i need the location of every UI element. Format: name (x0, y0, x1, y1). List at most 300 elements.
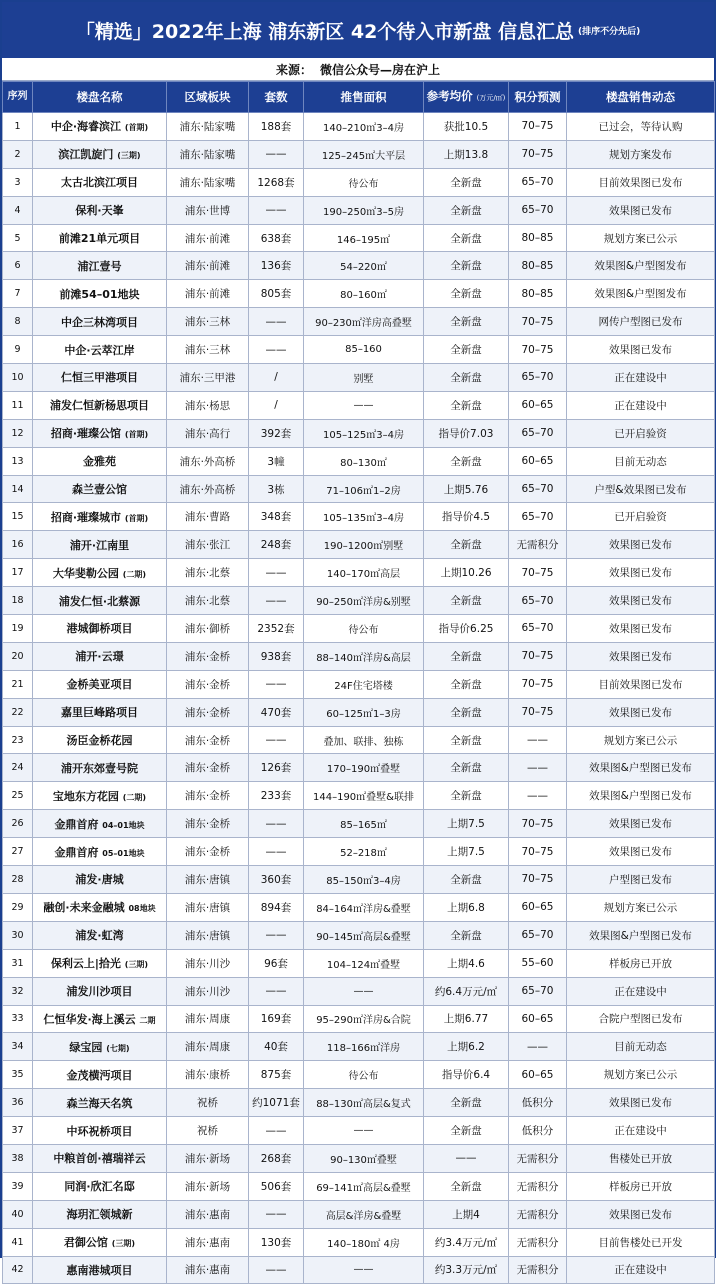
cell-area: 90–130㎡叠墅 (304, 1144, 424, 1172)
project-name: 中企·海睿滨江 (50, 120, 122, 134)
cell-seq: 36 (3, 1089, 33, 1117)
cell-points: 60–65 (509, 1005, 567, 1033)
table-row (3, 503, 715, 531)
project-name: 金鼎首府 (54, 845, 99, 859)
table-row (3, 1200, 715, 1228)
cell-name (33, 1200, 167, 1228)
cell-seq: 7 (3, 280, 33, 308)
cell-price: 指导价7.03 (424, 419, 509, 447)
cell-seq: 3 (3, 168, 33, 196)
project-name: 中企·云萃江岸 (64, 343, 135, 357)
cell-status: 样板房已开放 (567, 1172, 715, 1200)
cell-area: —— (304, 1256, 424, 1284)
cell-price: 全新盘 (424, 921, 509, 949)
cell-units: 360套 (249, 866, 304, 894)
cell-status: 效果图已发布 (567, 531, 715, 559)
project-name: 大华斐勒公园 (52, 566, 119, 580)
cell-points: 80–85 (509, 280, 567, 308)
header-region: 区域板块 (167, 82, 249, 113)
table-row (3, 140, 715, 168)
cell-seq: 28 (3, 866, 33, 894)
cell-price: 全新盘 (424, 447, 509, 475)
cell-points: 60–65 (509, 893, 567, 921)
header-price (424, 82, 509, 113)
cell-points: —— (509, 782, 567, 810)
cell-area: 88–140㎡洋房&高层 (304, 642, 424, 670)
cell-price: 上期6.77 (424, 1005, 509, 1033)
cell-units: 875套 (249, 1061, 304, 1089)
project-name: 融创·未来金融城 (43, 901, 125, 915)
cell-region: 浦东·外高桥 (167, 447, 249, 475)
cell-name (33, 810, 167, 838)
cell-points: 65–70 (509, 364, 567, 392)
cell-region: 浦东·御桥 (167, 615, 249, 643)
cell-name (33, 364, 167, 392)
cell-status: 规划方案发布 (567, 140, 715, 168)
cell-area: —— (304, 1117, 424, 1145)
cell-price: 指导价4.5 (424, 503, 509, 531)
cell-units: 938套 (249, 642, 304, 670)
project-name: 汤臣金桥花园 (66, 734, 133, 748)
cell-points: 65–70 (509, 475, 567, 503)
cell-price: 全新盘 (424, 336, 509, 364)
cell-name (33, 698, 167, 726)
cell-units: 2352套 (249, 615, 304, 643)
cell-area: 84–164㎡洋房&叠墅 (304, 893, 424, 921)
project-phase: 二期 (139, 1015, 156, 1025)
cell-units: —— (249, 977, 304, 1005)
cell-region: 浦东·北蔡 (167, 559, 249, 587)
table-row (3, 977, 715, 1005)
table-row (3, 113, 715, 141)
table-row (3, 866, 715, 894)
project-name: 浦发川沙项目 (66, 985, 133, 999)
cell-region: 浦东·新场 (167, 1172, 249, 1200)
project-phase: 04–01地块 (102, 820, 145, 830)
cell-price: 全新盘 (424, 531, 509, 559)
cell-name (33, 252, 167, 280)
cell-name (33, 113, 167, 141)
project-name: 绿宝园 (69, 1040, 103, 1054)
cell-status: 网传户型图已发布 (567, 308, 715, 336)
project-name: 中企三林湾项目 (61, 315, 138, 329)
table-row (3, 587, 715, 615)
cell-area: 190–1200㎡别墅 (304, 531, 424, 559)
cell-points: 70–75 (509, 810, 567, 838)
table-body (3, 113, 715, 1284)
cell-region: 浦东·金桥 (167, 698, 249, 726)
cell-name (33, 196, 167, 224)
cell-name (33, 475, 167, 503)
cell-units: / (249, 391, 304, 419)
cell-region: 浦东·惠南 (167, 1228, 249, 1256)
cell-region: 浦东·唐镇 (167, 921, 249, 949)
title-bar (2, 2, 714, 58)
source-label: 来源： (275, 62, 312, 77)
cell-seq: 33 (3, 1005, 33, 1033)
project-name: 前滩21单元项目 (58, 232, 141, 245)
cell-status: 户型图已发布 (567, 866, 715, 894)
cell-region: 浦东·世博 (167, 196, 249, 224)
cell-area: —— (304, 977, 424, 1005)
table-row (3, 280, 715, 308)
table-row (3, 782, 715, 810)
project-name: 仁恒三甲港项目 (61, 371, 138, 385)
cell-area: 80–160㎡ (304, 280, 424, 308)
project-name: 同润·欣汇名邸 (64, 1180, 135, 1194)
cell-region: 浦东·陆家嘴 (167, 168, 249, 196)
cell-status: 规划方案已公示 (567, 224, 715, 252)
cell-region: 浦东·惠南 (167, 1200, 249, 1228)
cell-status: 效果图已发布 (567, 642, 715, 670)
cell-area: 88–130㎡高层&复式 (304, 1089, 424, 1117)
header-price-label: 参考均价 (426, 89, 473, 103)
cell-area: 叠加、联排、独栋 (304, 726, 424, 754)
cell-units: —— (249, 587, 304, 615)
cell-seq: 22 (3, 698, 33, 726)
cell-price: 全新盘 (424, 726, 509, 754)
header-status: 楼盘销售动态 (567, 82, 715, 113)
project-phase: (首期) (124, 123, 149, 133)
cell-status: 售楼处已开放 (567, 1144, 715, 1172)
table-row (3, 1172, 715, 1200)
cell-name (33, 308, 167, 336)
cell-seq: 16 (3, 531, 33, 559)
cell-region: 浦东·前滩 (167, 252, 249, 280)
project-name: 滨江凯旋门 (58, 148, 114, 162)
cell-points: 65–70 (509, 196, 567, 224)
cell-status: 规划方案已公示 (567, 1061, 715, 1089)
project-name: 金茂横沔项目 (66, 1068, 133, 1082)
source-value: 微信公众号—房在沪上 (320, 62, 441, 77)
cell-area: 待公布 (304, 168, 424, 196)
cell-region: 浦东·北蔡 (167, 587, 249, 615)
cell-price: 约3.3万元/㎡ (424, 1256, 509, 1284)
cell-status: 样板房已开放 (567, 949, 715, 977)
cell-points: —— (509, 1033, 567, 1061)
cell-points: 60–65 (509, 447, 567, 475)
cell-status: 效果图&户型图已发布 (567, 782, 715, 810)
cell-points: 65–70 (509, 977, 567, 1005)
cell-status: 正在建设中 (567, 391, 715, 419)
cell-seq: 12 (3, 419, 33, 447)
cell-region: 浦东·三林 (167, 336, 249, 364)
table-row (3, 364, 715, 392)
cell-points: 70–75 (509, 113, 567, 141)
cell-name (33, 224, 167, 252)
project-name: 金桥美亚项目 (66, 678, 133, 692)
cell-units: 233套 (249, 782, 304, 810)
cell-points: 65–70 (509, 615, 567, 643)
cell-name (33, 1117, 167, 1145)
header-area: 推售面积 (304, 82, 424, 113)
cell-price: 上期4.6 (424, 949, 509, 977)
cell-name (33, 1172, 167, 1200)
project-name: 太古北滨江项目 (61, 176, 138, 190)
cell-status: 合院户型图已发布 (567, 1005, 715, 1033)
project-name: 浦开·江南里 (69, 538, 130, 552)
cell-price: 上期7.5 (424, 838, 509, 866)
cell-region: 浦东·金桥 (167, 642, 249, 670)
cell-points: —— (509, 726, 567, 754)
cell-status: 正在建设中 (567, 1256, 715, 1284)
cell-status: 效果图已发布 (567, 698, 715, 726)
cell-units: 638套 (249, 224, 304, 252)
table-row (3, 1117, 715, 1145)
table-row (3, 1005, 715, 1033)
cell-points: 无需积分 (509, 1256, 567, 1284)
cell-price: 全新盘 (424, 670, 509, 698)
cell-price: 全新盘 (424, 364, 509, 392)
cell-points: 无需积分 (509, 1200, 567, 1228)
cell-points: 无需积分 (509, 1228, 567, 1256)
table-row (3, 838, 715, 866)
cell-seq: 19 (3, 615, 33, 643)
cell-seq: 25 (3, 782, 33, 810)
listing-table (2, 81, 715, 1284)
project-name: 金鼎首府 (54, 817, 99, 831)
cell-name (33, 1005, 167, 1033)
cell-name (33, 336, 167, 364)
table-row (3, 1033, 715, 1061)
cell-points: 70–75 (509, 670, 567, 698)
cell-region: 浦东·三甲港 (167, 364, 249, 392)
cell-points: 70–75 (509, 642, 567, 670)
project-name: 保利·天峯 (75, 204, 124, 218)
project-name: 浦江壹号 (77, 259, 122, 273)
cell-status: 正在建设中 (567, 364, 715, 392)
cell-seq: 5 (3, 224, 33, 252)
cell-price: 全新盘 (424, 1089, 509, 1117)
cell-units: —— (249, 1117, 304, 1145)
cell-name (33, 1144, 167, 1172)
cell-seq: 26 (3, 810, 33, 838)
cell-points: 70–75 (509, 698, 567, 726)
cell-area: 高层&洋房&叠墅 (304, 1200, 424, 1228)
project-phase: 08地块 (128, 904, 156, 914)
cell-price: 指导价6.25 (424, 615, 509, 643)
cell-name (33, 168, 167, 196)
cell-name (33, 615, 167, 643)
table-row (3, 531, 715, 559)
cell-points: 无需积分 (509, 1144, 567, 1172)
cell-units: —— (249, 726, 304, 754)
cell-area: 85–160 (304, 336, 424, 364)
cell-price: 获批10.5 (424, 113, 509, 141)
cell-units: 348套 (249, 503, 304, 531)
cell-price: 全新盘 (424, 391, 509, 419)
cell-points: 无需积分 (509, 1172, 567, 1200)
cell-name (33, 1256, 167, 1284)
cell-seq: 32 (3, 977, 33, 1005)
cell-price: 上期4 (424, 1200, 509, 1228)
cell-region: 浦东·陆家嘴 (167, 140, 249, 168)
cell-price: 上期13.8 (424, 140, 509, 168)
cell-points: 无需积分 (509, 531, 567, 559)
cell-points: 55–60 (509, 949, 567, 977)
cell-name (33, 140, 167, 168)
cell-area: 24F住宅塔楼 (304, 670, 424, 698)
cell-seq: 2 (3, 140, 33, 168)
cell-seq: 34 (3, 1033, 33, 1061)
cell-seq: 20 (3, 642, 33, 670)
cell-status: 效果图已发布 (567, 615, 715, 643)
cell-price: 全新盘 (424, 168, 509, 196)
cell-name (33, 559, 167, 587)
cell-region: 浦东·张江 (167, 531, 249, 559)
cell-region: 浦东·惠南 (167, 1256, 249, 1284)
cell-name (33, 726, 167, 754)
source-row (2, 58, 714, 81)
cell-region: 浦东·三林 (167, 308, 249, 336)
cell-name (33, 447, 167, 475)
cell-seq: 18 (3, 587, 33, 615)
cell-price: 全新盘 (424, 1117, 509, 1145)
project-phase: (七期) (106, 1043, 130, 1053)
cell-price: 上期6.2 (424, 1033, 509, 1061)
cell-price: 约6.4万元/㎡ (424, 977, 509, 1005)
project-phase: (三期) (111, 1239, 136, 1249)
cell-region: 浦东·川沙 (167, 949, 249, 977)
cell-name (33, 391, 167, 419)
project-name: 宝地东方花园 (52, 789, 119, 803)
table-row (3, 336, 715, 364)
cell-units: 392套 (249, 419, 304, 447)
project-name: 浦发·唐城 (75, 873, 124, 887)
table-row (3, 391, 715, 419)
cell-area: 190–250㎡3–5房 (304, 196, 424, 224)
project-name: 招商·璀璨城市 (50, 510, 122, 524)
project-phase: 05–01地块 (102, 848, 145, 858)
cell-area: 125–245㎡大平层 (304, 140, 424, 168)
table-row (3, 447, 715, 475)
table-row (3, 559, 715, 587)
cell-region: 浦东·外高桥 (167, 475, 249, 503)
cell-area: 105–125㎡3–4房 (304, 419, 424, 447)
cell-name (33, 670, 167, 698)
cell-seq: 39 (3, 1172, 33, 1200)
project-name: 浦发·虹湾 (75, 929, 124, 943)
cell-area: 52–218㎡ (304, 838, 424, 866)
cell-seq: 42 (3, 1256, 33, 1284)
project-name: 海玥汇领城新 (66, 1208, 133, 1222)
table-row (3, 224, 715, 252)
cell-points: 65–70 (509, 168, 567, 196)
header-units: 套数 (249, 82, 304, 113)
project-name: 港城御桥项目 (66, 622, 133, 636)
cell-seq: 24 (3, 754, 33, 782)
cell-status: 户型&效果图已发布 (567, 475, 715, 503)
project-name: 金雅苑 (83, 455, 116, 469)
cell-region: 浦东·康桥 (167, 1061, 249, 1089)
cell-points: 65–70 (509, 587, 567, 615)
cell-status: 目前效果图已发布 (567, 670, 715, 698)
cell-units: —— (249, 838, 304, 866)
cell-region: 浦东·金桥 (167, 726, 249, 754)
cell-status: 规划方案已公示 (567, 726, 715, 754)
cell-name (33, 782, 167, 810)
cell-region: 浦东·前滩 (167, 224, 249, 252)
cell-price: 全新盘 (424, 782, 509, 810)
cell-seq: 31 (3, 949, 33, 977)
cell-status: 目前无动态 (567, 447, 715, 475)
cell-area: 90–250㎡洋房&别墅 (304, 587, 424, 615)
cell-points: 低积分 (509, 1117, 567, 1145)
table-row (3, 754, 715, 782)
cell-price: 全新盘 (424, 308, 509, 336)
cell-area: 80–130㎡ (304, 447, 424, 475)
cell-units: 470套 (249, 698, 304, 726)
cell-points: —— (509, 754, 567, 782)
cell-units: 3幢 (249, 447, 304, 475)
cell-points: 低积分 (509, 1089, 567, 1117)
cell-area: 69–141㎡高层&叠墅 (304, 1172, 424, 1200)
cell-units: 136套 (249, 252, 304, 280)
cell-region: 祝桥 (167, 1089, 249, 1117)
table-header-row (3, 82, 715, 113)
cell-area: 170–190㎡叠墅 (304, 754, 424, 782)
cell-price: 全新盘 (424, 1172, 509, 1200)
cell-status: 正在建设中 (567, 977, 715, 1005)
cell-seq: 30 (3, 921, 33, 949)
cell-name (33, 1228, 167, 1256)
cell-status: 效果图已发布 (567, 810, 715, 838)
project-name: 中粮首创·禧瑞祥云 (53, 1152, 146, 1166)
cell-seq: 15 (3, 503, 33, 531)
project-name: 森兰壹公馆 (72, 483, 127, 497)
cell-region: 浦东·周康 (167, 1033, 249, 1061)
table-row (3, 1144, 715, 1172)
header-name: 楼盘名称 (33, 82, 167, 113)
cell-units: 268套 (249, 1144, 304, 1172)
cell-price: 上期6.8 (424, 893, 509, 921)
cell-price: 全新盘 (424, 196, 509, 224)
cell-units: —— (249, 196, 304, 224)
cell-name (33, 1061, 167, 1089)
cell-region: 祝桥 (167, 1117, 249, 1145)
cell-name (33, 838, 167, 866)
cell-points: 65–70 (509, 921, 567, 949)
table-row (3, 1256, 715, 1284)
cell-status: 效果图已发布 (567, 838, 715, 866)
cell-units: 805套 (249, 280, 304, 308)
cell-region: 浦东·曹路 (167, 503, 249, 531)
cell-price: 全新盘 (424, 280, 509, 308)
project-name: 君御公馆 (63, 1236, 108, 1250)
cell-seq: 23 (3, 726, 33, 754)
cell-area: 118–166㎡洋房 (304, 1033, 424, 1061)
table-row (3, 168, 715, 196)
cell-name (33, 503, 167, 531)
cell-seq: 10 (3, 364, 33, 392)
cell-units: 169套 (249, 1005, 304, 1033)
cell-units: 40套 (249, 1033, 304, 1061)
table-row (3, 615, 715, 643)
cell-points: 70–75 (509, 866, 567, 894)
cell-area: 85–165㎡ (304, 810, 424, 838)
cell-price: 指导价6.4 (424, 1061, 509, 1089)
project-phase: (首期) (124, 430, 149, 440)
table-row (3, 252, 715, 280)
cell-points: 70–75 (509, 336, 567, 364)
cell-seq: 35 (3, 1061, 33, 1089)
cell-name (33, 1089, 167, 1117)
cell-seq: 37 (3, 1117, 33, 1145)
cell-status: 效果图已发布 (567, 1089, 715, 1117)
project-name: 浦发仁恒·北蔡源 (58, 594, 141, 608)
cell-status: 目前效果图已发布 (567, 168, 715, 196)
project-name: 仁恒华发·海上溪云 (43, 1012, 136, 1026)
